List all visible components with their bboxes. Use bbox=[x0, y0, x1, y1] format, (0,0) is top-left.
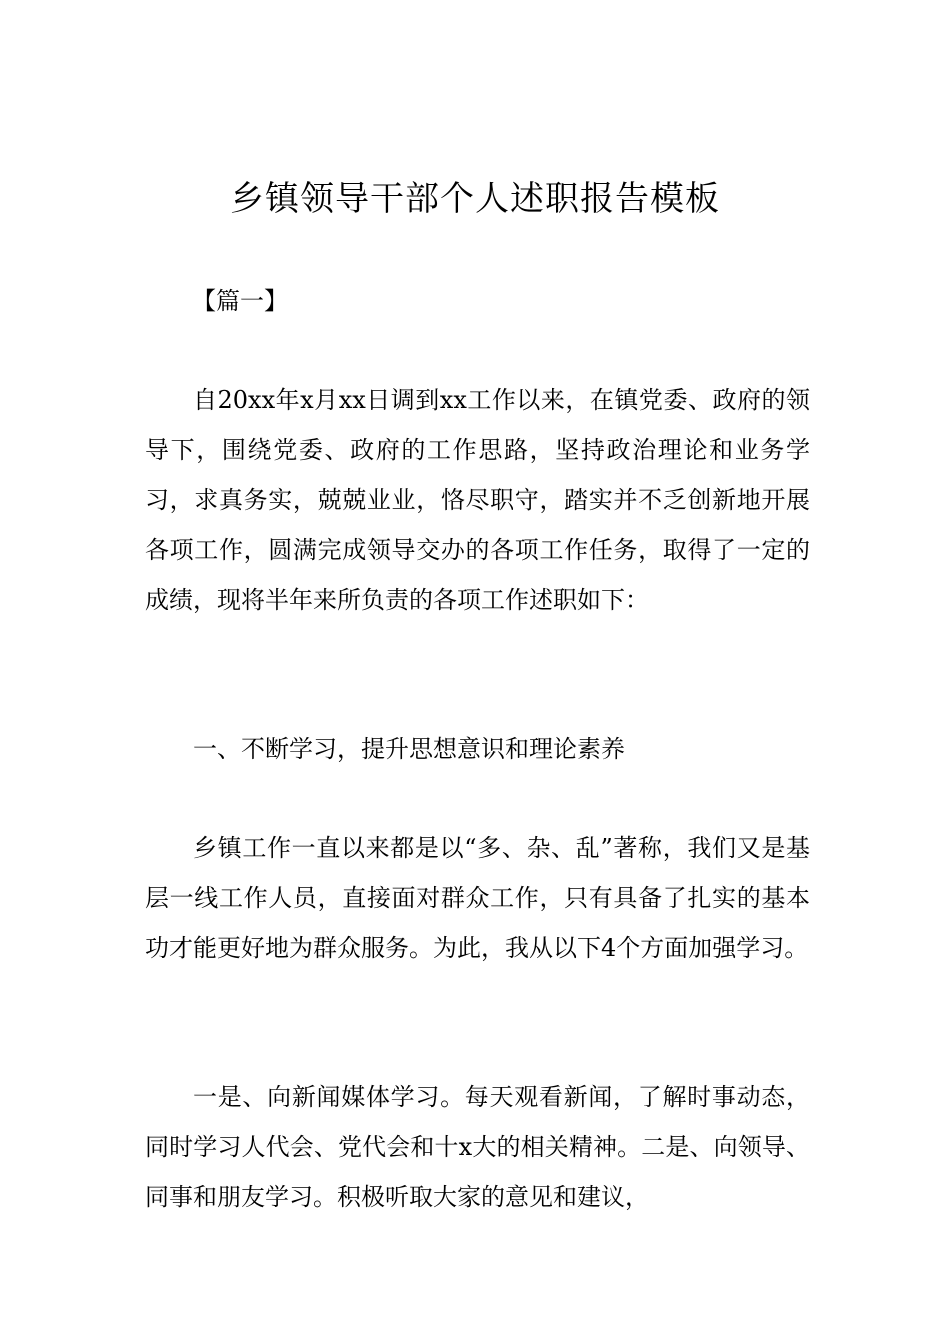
document-title: 乡镇领导干部个人述职报告模板 bbox=[230, 179, 720, 219]
section-heading-1: 一、不断学习，提升思想意识和理论素养 bbox=[193, 735, 625, 763]
paragraph-details: 一是、向新闻媒体学习。每天观看新闻，了解时事动态，同时学习人代会、党代会和十x大的相关精神。二是、向领导、同事和朋友学习。积极听取大家的意见和建议， bbox=[145, 1083, 810, 1211]
paragraph-learning: 乡镇工作一直以来都是以“多、杂、乱”著称，我们又是基层一线工作人员，直接面对群众工作，只有具备了扎实的基本功才能更好地为群众服务。为此，我从以下4个方面加强学习。 bbox=[145, 834, 810, 962]
section-label: 【篇一】 bbox=[192, 287, 288, 315]
paragraph-intro: 自20xx年x月xx日调到xx工作以来，在镇党委、政府的领导下，围绕党委、政府的工作思路，坚持政治理论和业务学习，求真务实，兢兢业业，恪尽职守，踏实并不乏创新地开展各项工作，圆满完成领导交办的各项工作任务，取得了一定的成绩，现将半年来所负责的各项工作述职如下： bbox=[145, 386, 810, 614]
